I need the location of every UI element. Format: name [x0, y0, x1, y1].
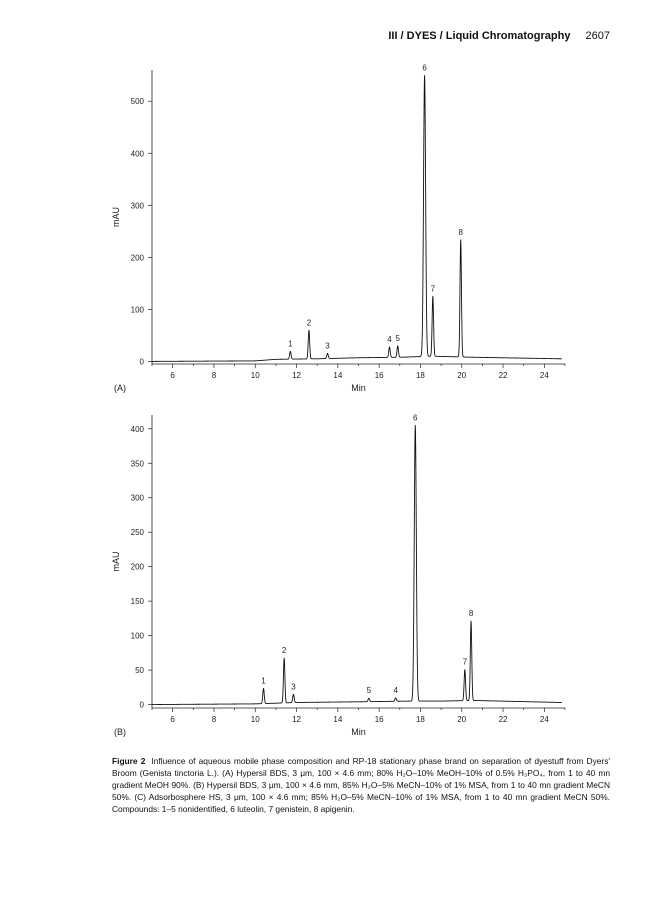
peak-label: 7 — [462, 657, 468, 667]
x-tick-label: 22 — [498, 371, 508, 380]
y-tick-label: 350 — [130, 459, 144, 469]
running-header — [388, 30, 610, 42]
y-tick-label: 500 — [130, 97, 144, 107]
peak-label: 4 — [387, 334, 392, 344]
panel-label: (B) — [114, 727, 126, 737]
y-tick-label: 250 — [130, 528, 144, 538]
peak-label: 1 — [288, 339, 293, 349]
chromatogram-trace — [152, 75, 562, 361]
y-tick-label: 100 — [130, 305, 144, 315]
figure-caption-text: Influence of aqueous mobile phase composition and RP-18 stationary phase brand on separation of dyestuff from Dyers' Broom (Genista tinctoria L.). (A) Hypersil BDS, 3 μm, 100 × 4.6 mm; 80% H₂O–10% MeOH–10% of 0.5% H₃PO₄, from 1 to 40 mn gradient MeOH 90%. (B) Hypersil BDS, 3 μm, 100 × 4.6 mm, 85% H₂O–5% MeCN–10% of 1% MSA, from 1 to 40 mn gradient MeCN 50%. (C) Adsorbosphere HS, 3 μm, 100 × 4.6 mm; 85% H₂O–5% MeCN–10% of 1% MSA, from 1 to 40 mn gradient MeCN 50%. Compounds: 1–5 nonidentified, 6 luteolin, 7 genistein, 8 apigenin. — [112, 756, 610, 814]
peak-label: 1 — [261, 676, 266, 686]
peak-label: 8 — [458, 227, 463, 237]
x-tick-label: 6 — [170, 715, 175, 724]
x-tick-label: 12 — [292, 715, 302, 724]
y-axis-title: mAU — [111, 207, 121, 227]
y-tick-label: 0 — [139, 357, 144, 367]
peak-label: 7 — [430, 284, 436, 294]
y-tick-label: 0 — [139, 700, 144, 710]
x-tick-label: 16 — [374, 371, 384, 380]
figure-caption — [112, 755, 610, 815]
x-tick-label: 16 — [374, 715, 384, 724]
peak-label: 5 — [366, 686, 372, 696]
y-tick-label: 300 — [130, 493, 144, 503]
peak-label: 6 — [413, 413, 418, 423]
x-tick-label: 6 — [170, 371, 175, 380]
peak-label: 2 — [281, 646, 287, 656]
y-tick-label: 400 — [130, 149, 144, 159]
peak-label: 8 — [468, 609, 474, 619]
y-tick-label: 300 — [130, 201, 144, 211]
peak-label: 3 — [325, 341, 330, 351]
chromatogram-a — [0, 60, 668, 405]
x-axis-title: Min — [351, 383, 366, 393]
chromatogram-b — [0, 405, 668, 750]
chromatogram-trace — [152, 425, 562, 704]
x-tick-label: 18 — [415, 371, 425, 380]
page-number: 2607 — [585, 30, 610, 42]
peak-label: 4 — [393, 685, 398, 695]
x-tick-label: 18 — [415, 715, 425, 724]
figure-caption-lead: Figure 2 — [112, 756, 146, 766]
x-tick-label: 14 — [333, 371, 343, 380]
x-tick-label: 14 — [333, 715, 343, 724]
x-tick-label: 10 — [250, 715, 260, 724]
x-tick-label: 10 — [250, 371, 260, 380]
x-tick-label: 8 — [211, 715, 217, 724]
peak-label: 6 — [422, 63, 427, 73]
y-tick-label: 100 — [130, 631, 144, 641]
x-tick-label: 24 — [539, 371, 549, 380]
peak-label: 3 — [291, 682, 296, 692]
x-axis-title: Min — [351, 727, 366, 737]
x-tick-label: 20 — [457, 715, 467, 724]
y-axis-title: mAU — [111, 551, 121, 572]
x-tick-label: 22 — [498, 715, 508, 724]
y-tick-label: 200 — [130, 253, 144, 263]
x-tick-label: 12 — [292, 371, 302, 380]
peak-label: 2 — [306, 318, 312, 328]
y-tick-label: 200 — [130, 562, 144, 572]
y-tick-label: 50 — [135, 666, 144, 676]
running-header-title: III / DYES / Liquid Chromatography — [388, 30, 571, 42]
x-tick-label: 8 — [211, 371, 217, 380]
y-tick-label: 150 — [130, 597, 144, 607]
panel-label: (A) — [114, 383, 126, 393]
x-tick-label: 24 — [539, 715, 549, 724]
x-tick-label: 20 — [457, 371, 467, 380]
y-tick-label: 400 — [130, 424, 144, 434]
peak-label: 5 — [395, 333, 400, 343]
